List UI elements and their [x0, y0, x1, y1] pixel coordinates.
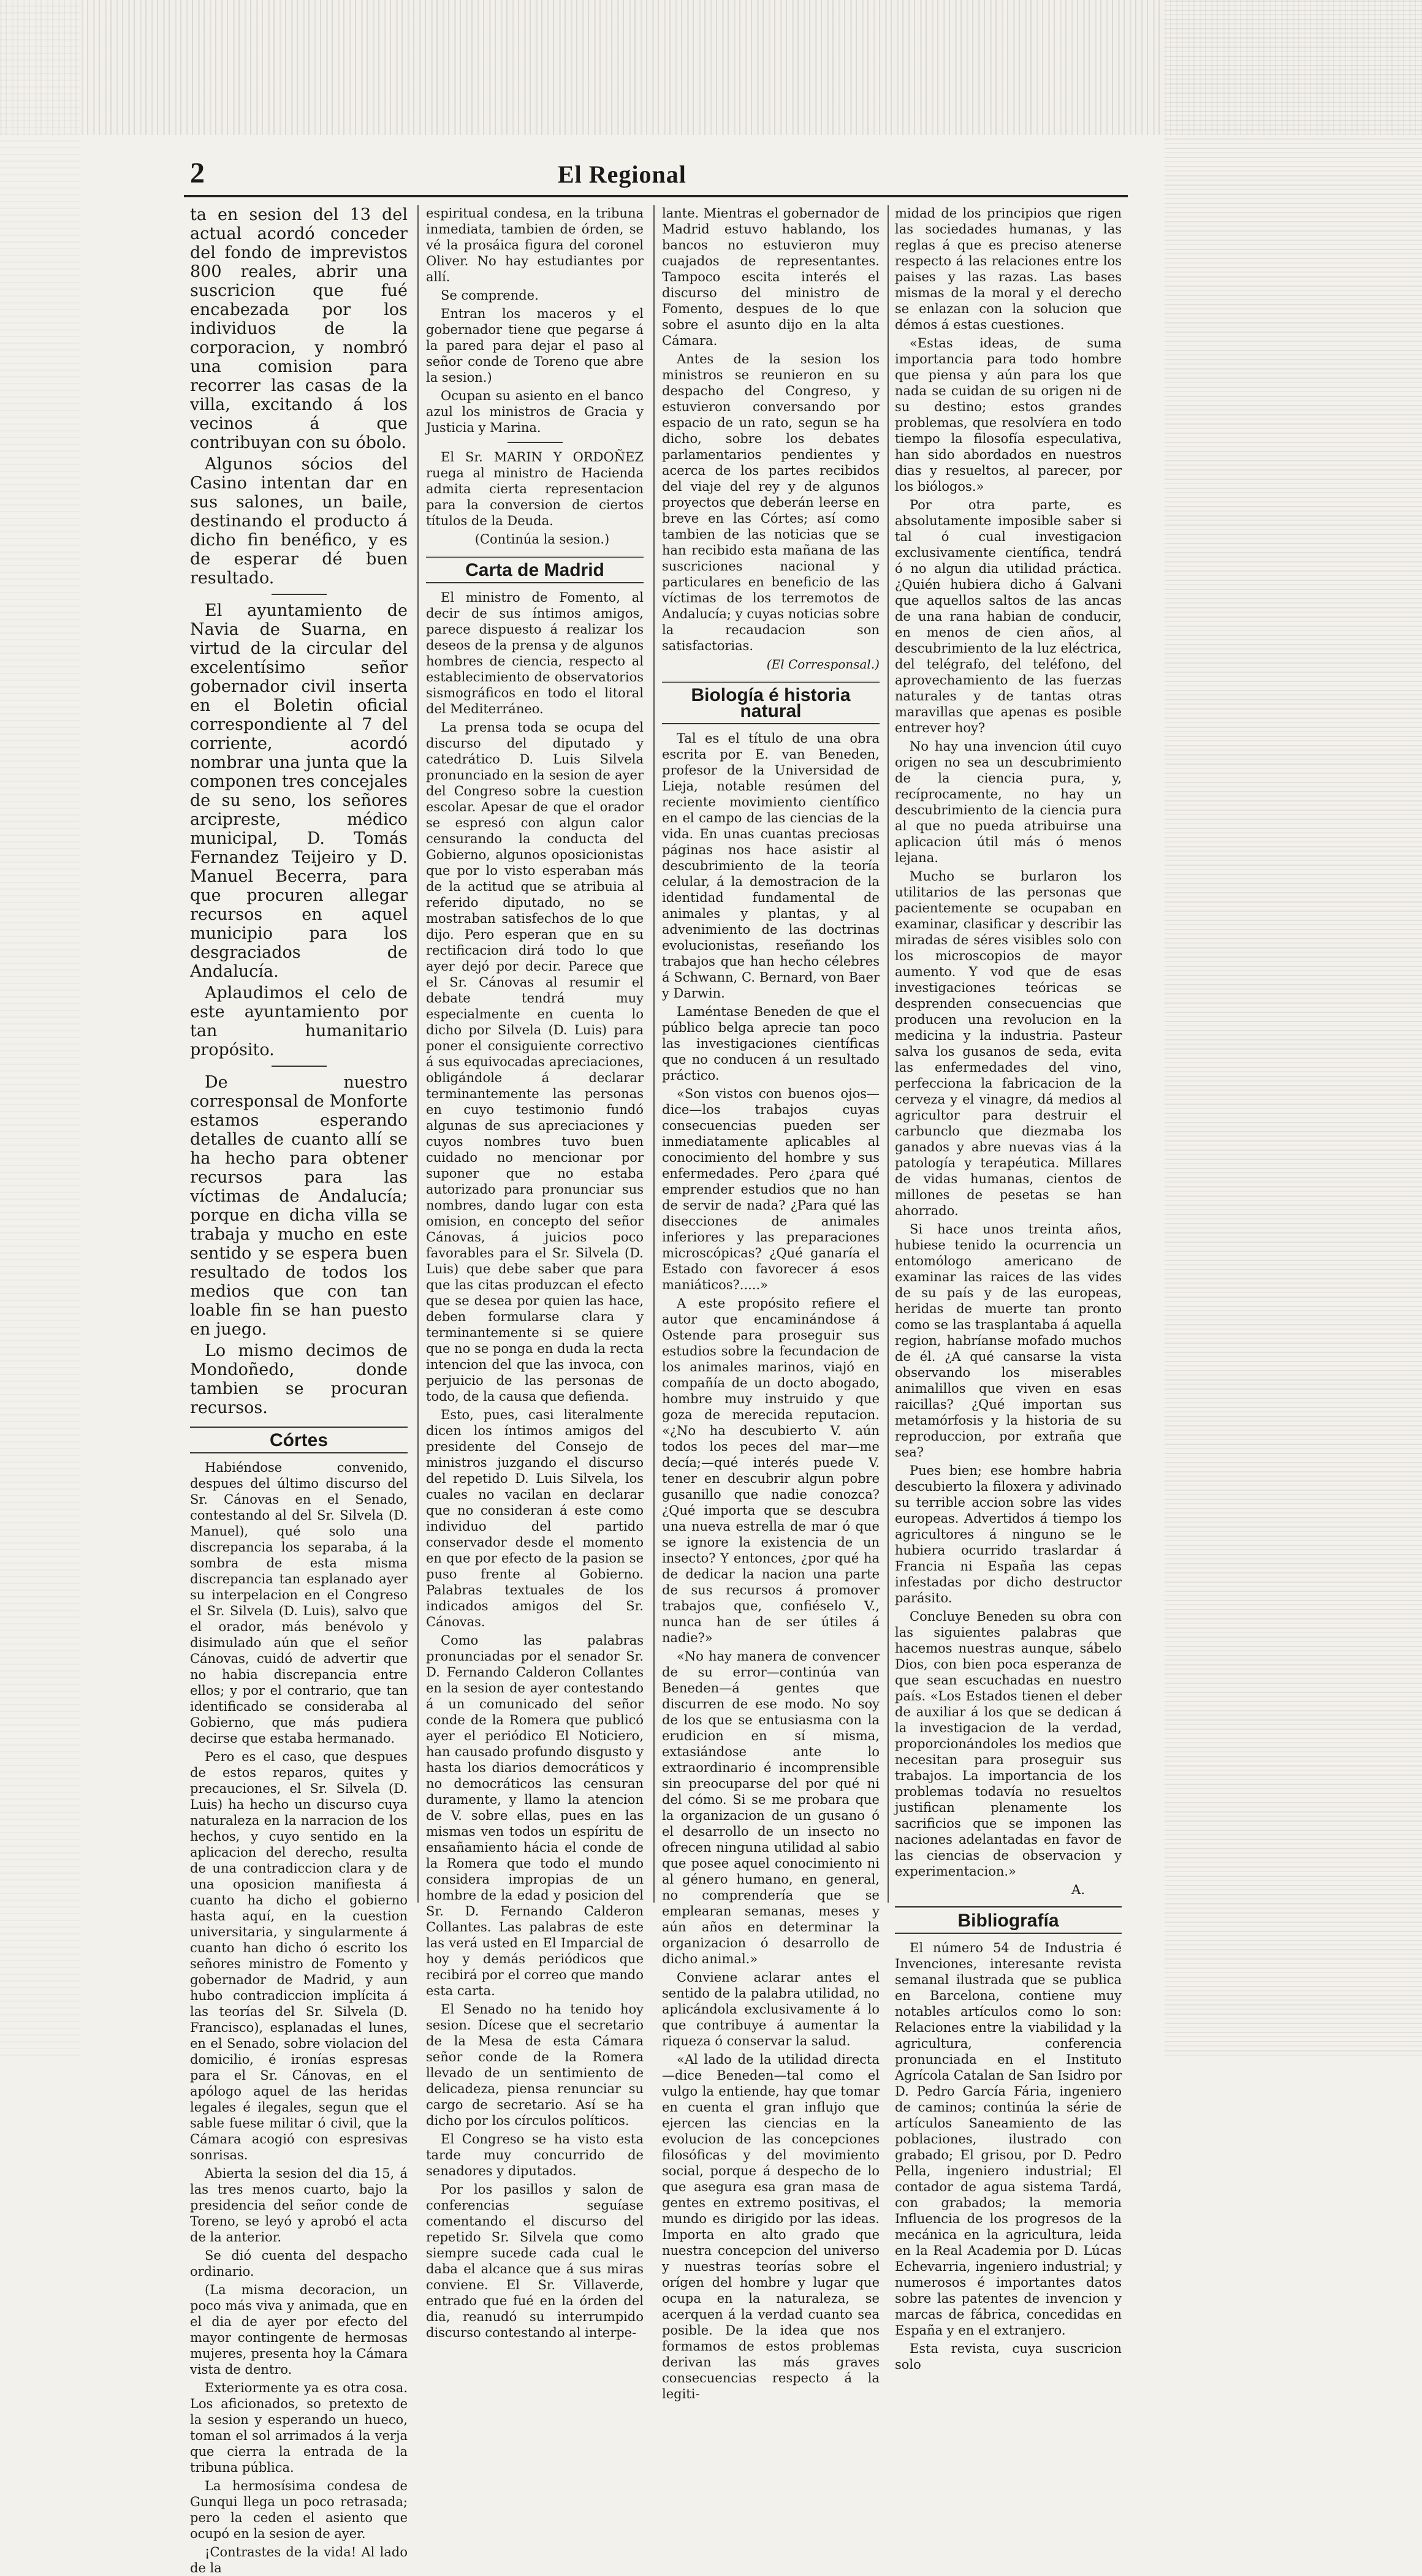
- paragraph: Por otra parte, es absolutamente imposible saber si tal ó cual investigacion exclusivamente científica, tendrá ó no algun dia utilidad práctica. ¿Quién hubiera dicho á Galvani que aquellos saltos de las ancas de una rana habian de conducir, en menos de cien años, al descubrimiento de la luz eléctrica, del telégrafo, del teléfono, del aprovechamiento de las fuerzas naturales y de tantas otras maravillas que apenas es posible entrever hoy?: [895, 498, 1122, 735]
- paragraph: Pero es el caso, que despues de estos reparos, quites y precauciones, el Sr. Silvela (D. Luis) ha hecho un discurso cuya naturaleza en la narracion de los hechos, y cuyo sentido en la aplicacion del derecho, resulta de una contradiccion clara y de una oposicion manifiesta á cuanto ha dicho el gobierno hasta aquí, en la cuestion universitaria, y singularmente á cuanto han dicho ó escrito los señores ministro de Fomento y gobernador de Madrid, y aun hubo contradiccion implícita á las teorías del Sr. Silvela (D. Francisco), esplanadas el lunes, en el Senado, sobre violacion del domicilio, é ironías espresas para el Sr. Cánovas, en el apólogo aquel de las heridas legales é ilegales, segun que el sable fuese militar ó civil, que la Cámara acogió con espresivas sonrisas.: [190, 1749, 408, 2162]
- paragraph: Mucho se burlaron los utilitarios de las personas que pacientemente se ocupaban en examinar, clasificar y describir las miradas de séres visibles solo con los microscopios de mayor aumento. Y vod que de esas investigaciones teóricas se desprenden consecuencias que producen una revolucion en la medicina y la industria. Pasteur salva los gusanos de seda, evita las enfermedades del vino, perfecciona la fabricacion de la cerveza y el vinagre, dá medios al agricultor para destruir el carbunclo que diezmaba los ganados y abre nuevas vias á la patología y terapéutica. Millares de vidas humanas, cientos de millones de pesetas se han ahorrado.: [895, 869, 1122, 1218]
- scan-noise-left: [0, 0, 80, 2056]
- paragraph: Ocupan su asiento en el banco azul los ministros de Gracia y Justicia y Marina.: [426, 388, 644, 435]
- paragraph: «No hay manera de convencer de su error—continúa van Beneden—á gentes que discurren de ese modo. No soy de los que se entusiasma con la erudicion en sí misma, extasiándose ante lo extraordinario é incomprensible sin preocuparse del por qué ni del cómo. Si se me probara que la organizacion de un gusano ó el desarrollo de un insecto no ofrecen ninguna utilidad al sabio que posee aquel conocimiento ni al género humano, en general, no comprendería que se emplearan semanas, meses y aún años en determinar la organizacion ó desarrollo de dicho animal.»: [662, 1649, 880, 1966]
- separator: [272, 1066, 327, 1067]
- paragraph: La prensa toda se ocupa del discurso del diputado y catedrático D. Luis Silvela pronunciado en la sesion de ayer del Congreso sobre la cuestion escolar. Apesar de que el orador se espresó con algun calor censurando la conducta del Gobierno, algunos oposicionistas que por lo visto esperaban más de la actitud que se atribuia al referido diputado, no se mostraban satisfechos de lo que dijo. Pero esperan que en su rectificacion dirá todo lo que ayer dejó por decir. Parece que el Sr. Cánovas al resumir el debate tendrá muy especialmente en cuenta lo dicho por Silvela (D. Luis) para poner el consiguiente correctivo á sus equivocadas apreciaciones, obligándole á declarar terminantemente las personas en cuyo testimonio fundó algunas de sus apreciaciones y cuyos nombres tuvo buen cuidado no mencionar por suponer que no estaba autorizado para pronunciar sus nombres, dando lugar con esta omision, en concepto del señor Cánovas, á juicios poco favorables para el Sr. Silvela (D. Luis) que debe saber que para que las citas produzcan el efecto que se desea por quien las hace, deben formularse clara y terminantemente si se quiere que no se ponga en duda la recta intencion del que las invoca, con perjuicio de las personas de todo, de la causa que defienda.: [426, 720, 644, 1404]
- paragraph: (La misma decoracion, un poco más viva y animada, que en el dia de ayer por efecto del mayor contingente de hermosas mujeres, presenta hoy la Cámara vista de dentro.: [190, 2282, 408, 2377]
- paragraph: Conviene aclarar antes el sentido de la palabra utilidad, no aplicándola exclusivamente á lo que contribuye á aumentar la riqueza ó conservar la salud.: [662, 1970, 880, 2048]
- paragraph: El número 54 de Industria é Invenciones, interesante revista semanal ilustrada que se publica en Barcelona, contiene muy notables artículos como lo son: Relaciones entre la viabilidad y la agricultura, conferencia pronunciada en el Instituto Agrícola Catalan de San Isidro por D. Pedro García Fária, ingeniero de caminos; continúa la série de artículos Saneamiento de las poblaciones, ilustrado con grabado; El grisou, por D. Pedro Pella, ingeniero industrial; El contador de agua sistema Tardá, con grabados; la memoria Influencia de los progresos de la mecánica en la agricultura, leida en la Real Academia por D. Lúcas Echevarria, ingeniero industrial; y numerosos é importantes datos sobre las patentes de invencion y marcas de fábrica, concedidas en España y en el extranjero.: [895, 1941, 1122, 2338]
- column-3: [662, 205, 880, 2401]
- paragraph: Concluye Beneden su obra con las siguientes palabras que hacemos nuestras aunque, sábelo Dios, con bien poca esperanza de que sean escuchadas en nuestro país. «Los Estados tienen el deber de auxiliar á los que se dedican á la investigacion de la verdad, proporcionándoles los medios que necesitan para proseguir sus trabajos. La importancia de los problemas todavía no resueltos justifican plenamente los sacrificios que se imponen las naciones adelantadas en favor de las ciencias de observacion y experimentacion.»: [895, 1609, 1122, 1879]
- paragraph: lante. Mientras el gobernador de Madrid estuvo hablando, los bancos no estuvieron muy cuajados de representantes. Tampoco escita interés el discurso del ministro de Fomento, despues de lo que sobre el asunto dijo en la alta Cámara.: [662, 206, 880, 348]
- paragraph: Esto, pues, casi literalmente dicen los íntimos amigos del presidente del Consejo de ministros juzgando el discurso del repetido D. Luis Silvela, los cuales no vacilan en declarar que no consideran á este como individuo del partido conservador desde el momento en que por efecto de la pasion se puso frente al Gobierno. Palabras textuales de los indicados amigos del Sr. Cánovas.: [426, 1407, 644, 1629]
- header-rule: [184, 195, 1128, 197]
- page-header: [178, 156, 1134, 199]
- section-title-bibliografia: Bibliografía: [895, 1906, 1122, 1934]
- paragraph: Se comprende.: [441, 288, 539, 303]
- author-initial: A.: [1071, 1882, 1085, 1897]
- paragraph: «Son vistos con buenos ojos—dice—los trabajos cuyas consecuencias pueden ser inmediatamente aplicables al conocimiento del hombre y sus enfermedades. Pero ¿para qué emprender estudios que no han de servir de nada? ¿Para qué las disecciones de animales inferiores y las preparaciones microscópicas? ¿Qué ganaría el Estado con favorecer á esos maniáticos?.....»: [662, 1086, 880, 1292]
- column-rule: [653, 205, 655, 1903]
- paragraph: A este propósito refiere el autor que encaminándose á Ostende para proseguir sus estudios sobre la fecundacion de los animales marinos, viajó en compañía de un docto abogado, hombre muy instruido y que goza de merecida reputacion. «¿No ha descubierto V. aún todos los peces del mar—me decía;—qué interés puede V. tener en descubrir algun pobre gusanillo que nadie conozca? ¿Qué importa que se descubra una nueva estrella de mar ó que se ignore la existencia de un insecto? Y entonces, ¿por qué ha de dedicar la nacion una parte de sus recursos á promover trabajos que, confiéselo V., nunca han de ser útiles á nadie?»: [662, 1296, 880, 1645]
- paragraph: midad de los principios que rigen las sociedades humanas, y las reglas á que es preciso atenerse respecto á las relaciones entre los paises y las razas. Las bases mismas de la moral y el derecho se enlazan con la solucion que démos á estas cuestiones.: [895, 206, 1122, 332]
- newspaper-title: El Regional: [558, 161, 686, 188]
- paragraph: El ayuntamiento de Navia de Suarna, en virtud de la circular del excelentísimo señor gobernador civil inserta en el Boletin oficial correspondiente al 7 del corriente, acordó nombrar una junta que la componen tres concejales de su seno, los señores arcipreste, médico municipal, D. Tomás Fernandez Teijeiro y D. Manuel Becerra, para que procuren allegar recursos en aquel municipio para los desgraciados de Andalucía.: [190, 601, 408, 981]
- section-title-biologia: Biología é historia natural: [662, 681, 880, 724]
- paragraph: El Congreso se ha visto esta tarde muy concurrido de senadores y diputados.: [426, 2132, 644, 2178]
- paragraph: Aplaudimos el celo de este ayuntamiento por tan humanitario propósito.: [190, 983, 408, 1059]
- section-title-cortes: Córtes: [190, 1426, 408, 1453]
- paragraph: ta en sesion del 13 del actual acordó conceder del fondo de imprevistos 800 reales, abrir una suscricion que fué encabezada por los individuos de la corporacion, y nombró una comision para recorrer las casas de la villa, excitando á los vecinos á que contribuyan con su óbolo.: [190, 205, 408, 452]
- paragraph: El Senado no ha tenido hoy sesion. Dícese que el secretario de la Mesa de esta Cámara señor conde de la Romera llevado de un sentimiento de delicadeza, piensa renunciar su cargo de secretario. Así se ha dicho por los círculos políticos.: [426, 2002, 644, 2128]
- paragraph: La hermosísima condesa de Gunqui llega un poco retrasada; pero la ceden el asiento que ocupó en la sesion de ayer.: [190, 2479, 408, 2541]
- paragraph: No hay una invencion útil cuyo origen no sea un descubrimiento de la ciencia pura, y, recíprocamente, no hay un descubrimiento de la ciencia pura al que no pueda atribuirse una aplicacion útil más ó menos lejana.: [895, 739, 1122, 865]
- paragraph: ¡Contrastes de la vida! Al lado de la: [190, 2545, 408, 2575]
- signature: (El Corresponsal.): [766, 657, 880, 672]
- paragraph: El Sr. MARIN Y ORDOÑEZ ruega al ministro de Hacienda admita cierta representacion para la conversion de ciertos títulos de la Deuda.: [426, 450, 644, 528]
- paragraph: Tal es el título de una obra escrita por E. van Beneden, profesor de la Universidad de Lieja, notable resúmen del reciente movimiento científico en el campo de las ciencias de la vida. En unas cuantas preciosas páginas nos hace asistir al descubrimiento de la teoría celular, á la demostracion de la identidad fundamental de animales y plantas, y al advenimiento de las doctrinas evolucionistas, reseñando los trabajos que han hecho célebres á Schwann, C. Bernard, von Baer y Darwin.: [662, 731, 880, 1001]
- separator: [272, 594, 327, 595]
- paragraph: Algunos sócios del Casino intentan dar en sus salones, un baile, destinando el producto á dicho fin benéfico, y es de esperar dé buen resultado.: [190, 455, 408, 588]
- paragraph: espiritual condesa, en la tribuna inmediata, tambien de órden, se vé la prosáica figura del coronel Oliver. No hay estudiantes por allí.: [426, 206, 644, 284]
- article-columns: [190, 205, 1122, 2575]
- paragraph: Exteriormente ya es otra cosa. Los aficionados, so pretexto de la sesion y esperando un hueco, toman el sol arrimados á la verja que cierra la entrada de la tribuna pública.: [190, 2381, 408, 2475]
- column-4: [895, 205, 1122, 2372]
- paragraph: Esta revista, cuya suscricion solo: [895, 2341, 1122, 2372]
- separator: [508, 442, 563, 443]
- column-rule: [417, 205, 419, 1903]
- paragraph: Laméntase Beneden de que el público belga aprecie tan poco las investigaciones científicas que no conducen á un resultado práctico.: [662, 1004, 880, 1083]
- paragraph: Por los pasillos y salon de conferencias seguíase comentando el discurso del repetido Sr. Silvela que como siempre sucede cada cual le daba el alcance que á sus miras convienе. El Sr. Villaverde, entrado que fué en la órden del dia, reanudó su interrumpido discurso contestando al interpe-: [426, 2182, 644, 2340]
- column-2: [426, 205, 644, 2340]
- paragraph: Pues bien; ese hombre habria descubierto la filoxera y adivinado su terrible accion sobre las vides europeas. Advertidos á tiempo los agricultores á ninguno se le hubiera ocurrido traslardar á Francia ni España las cepas infestadas por dicho destructor parásito.: [895, 1463, 1122, 1605]
- paragraph: Entran los maceros y el gobernador tiene que pegarse á la pared para dejar el paso al señor conde de Toreno que abre la sesion.): [426, 306, 644, 385]
- paragraph: «Al lado de la utilidad directa—dice Beneden—tal como el vulgo la entiende, hay que tomar en cuenta el gran influjo que ejercen las ciencias en la evolucion de las concepciones filosóficas y del movimiento social, porque á despecho de lo que asegura esa gran masa de gentes en extremo positivas, el mundo es dirigido por las ideas. Importa en alto grado que nuestra concepcion del universo y nuestras teorías sobre el orígen del hombre y lugar que ocupa en la naturaleza, se acerquen á la verdad cuanto sea posible. De la idea que nos formamos de estos problemas derivan las más graves consecuencias respecto á la legiti-: [662, 2052, 880, 2401]
- paragraph: El ministro de Fomento, al decir de sus íntimos amigos, parece dispuesto á realizar los deseos de la prensa y de algunos hombres de ciencia, respecto al establecimiento de observatorios sismográficos en todo el litoral del Mediterráneo.: [426, 590, 644, 716]
- paragraph: «Estas ideas, de suma importancia para todo hombre que piensa y aún para los que nada se cuidan de su origen ni de su destino; estos grandes problemas, que resolvíera en todo tiempo la filosofía especulativa, han sido abordados en nuestros dias y resueltos, al parecer, por los biólogos.»: [895, 336, 1122, 494]
- paragraph: Como las palabras pronunciadas por el senador Sr. D. Fernando Calderon Collantes en la sesion de ayer contestando á un comunicado del señor conde de la Romera que publicó ayer el periódico El Noticiero, han causado profundo disgusto y hasta los diarios democráticos y no democráticos las censuran duramente, y llamo la atencion de V. sobre ellas, pues en las mismas ven todos un espíritu de ensañamiento hácia el conde de la Romera que todo el mundo considera impropias de un hombre de la edad y posicion del Sr. D. Fernando Calderon Collantes. Las palabras de este las verá usted en El Imparcial de hoy y demás periódicos que recibirá por el correo que mando esta carta.: [426, 1633, 644, 1998]
- paragraph: Se dió cuenta del despacho ordinario.: [190, 2248, 408, 2279]
- column-1: [190, 205, 408, 2575]
- paragraph: Lo mismo decimos de Mondoñedo, donde tambien se procuran recursos.: [190, 1341, 408, 1417]
- scan-noise-right: [1165, 0, 1422, 2056]
- column-rule: [888, 205, 889, 1903]
- section-title-carta: Carta de Madrid: [426, 556, 644, 583]
- continuation-note: (Continúa la sesion.): [474, 532, 610, 547]
- paragraph: Habiéndose convenido, despues del último discurso del Sr. Cánovas en el Senado, contestando al del Sr. Silvela (D. Manuel), qué solo una discrepancia los separaba, á la sombra de esta misma discrepancia tan esplanado ayer su interpelacion en el Congreso el Sr. Silvela (D. Luis), salvo que el orador, más benévolo y disimulado aún que el señor Cánovas, cuidó de advertir que no habia discrepancia entre ellos; y por el contrario, que tan identificado se consideraba al Gobierno, que más pudiera decirse que estaba hermanado.: [190, 1460, 408, 1746]
- paragraph: De nuestro corresponsal de Monforte estamos esperando detalles de cuanto allí se ha hecho para obtener recursos para las víctimas de Andalucía; porque en dicha villa se trabaja y mucho en este sentido y se espera buen resultado de todos los medios que con tan loable fin se han puesto en juego.: [190, 1073, 408, 1339]
- page-number: 2: [190, 157, 205, 189]
- paragraph: Abierta la sesion del dia 15, á las tres menos cuarto, bajo la presidencia del señor conde de Toreno, se leyó y aprobó el acta de la anterior.: [190, 2166, 408, 2245]
- paragraph: Si hace unos treinta años, hubiese tenido la ocurrencia un entomólogo americano de examinar las raices de las vides de su país y de las europeas, heridas de muerte tan pronto como se las trasplantaba á aquella region, habríanse mofado muchos de él. ¿A qué cansarse la vista observando los miserables animalillos que viven en esas raicillas? ¿Qué importan sus metamórfosis y la historia de su reproduccion, por extraña que sea?: [895, 1222, 1122, 1460]
- paragraph: Antes de la sesion los ministros se reunieron en su despacho del Congreso, y estuvieron conversando por espacio de un rato, segun se ha dicho, sobre los debates parlamentarios pendientes y acerca de los partes recibidos del viaje del rey y de algunos proyectos que deberán leerse en breve en las Córtes; así como tambien de las noticias que se han recibido esta mañana de las suscriciones nacional y particulares en beneficio de las víctimas de los terremotos de Andalucía; y cuyas noticias sobre la recaudacion son satisfactorias.: [662, 352, 880, 653]
